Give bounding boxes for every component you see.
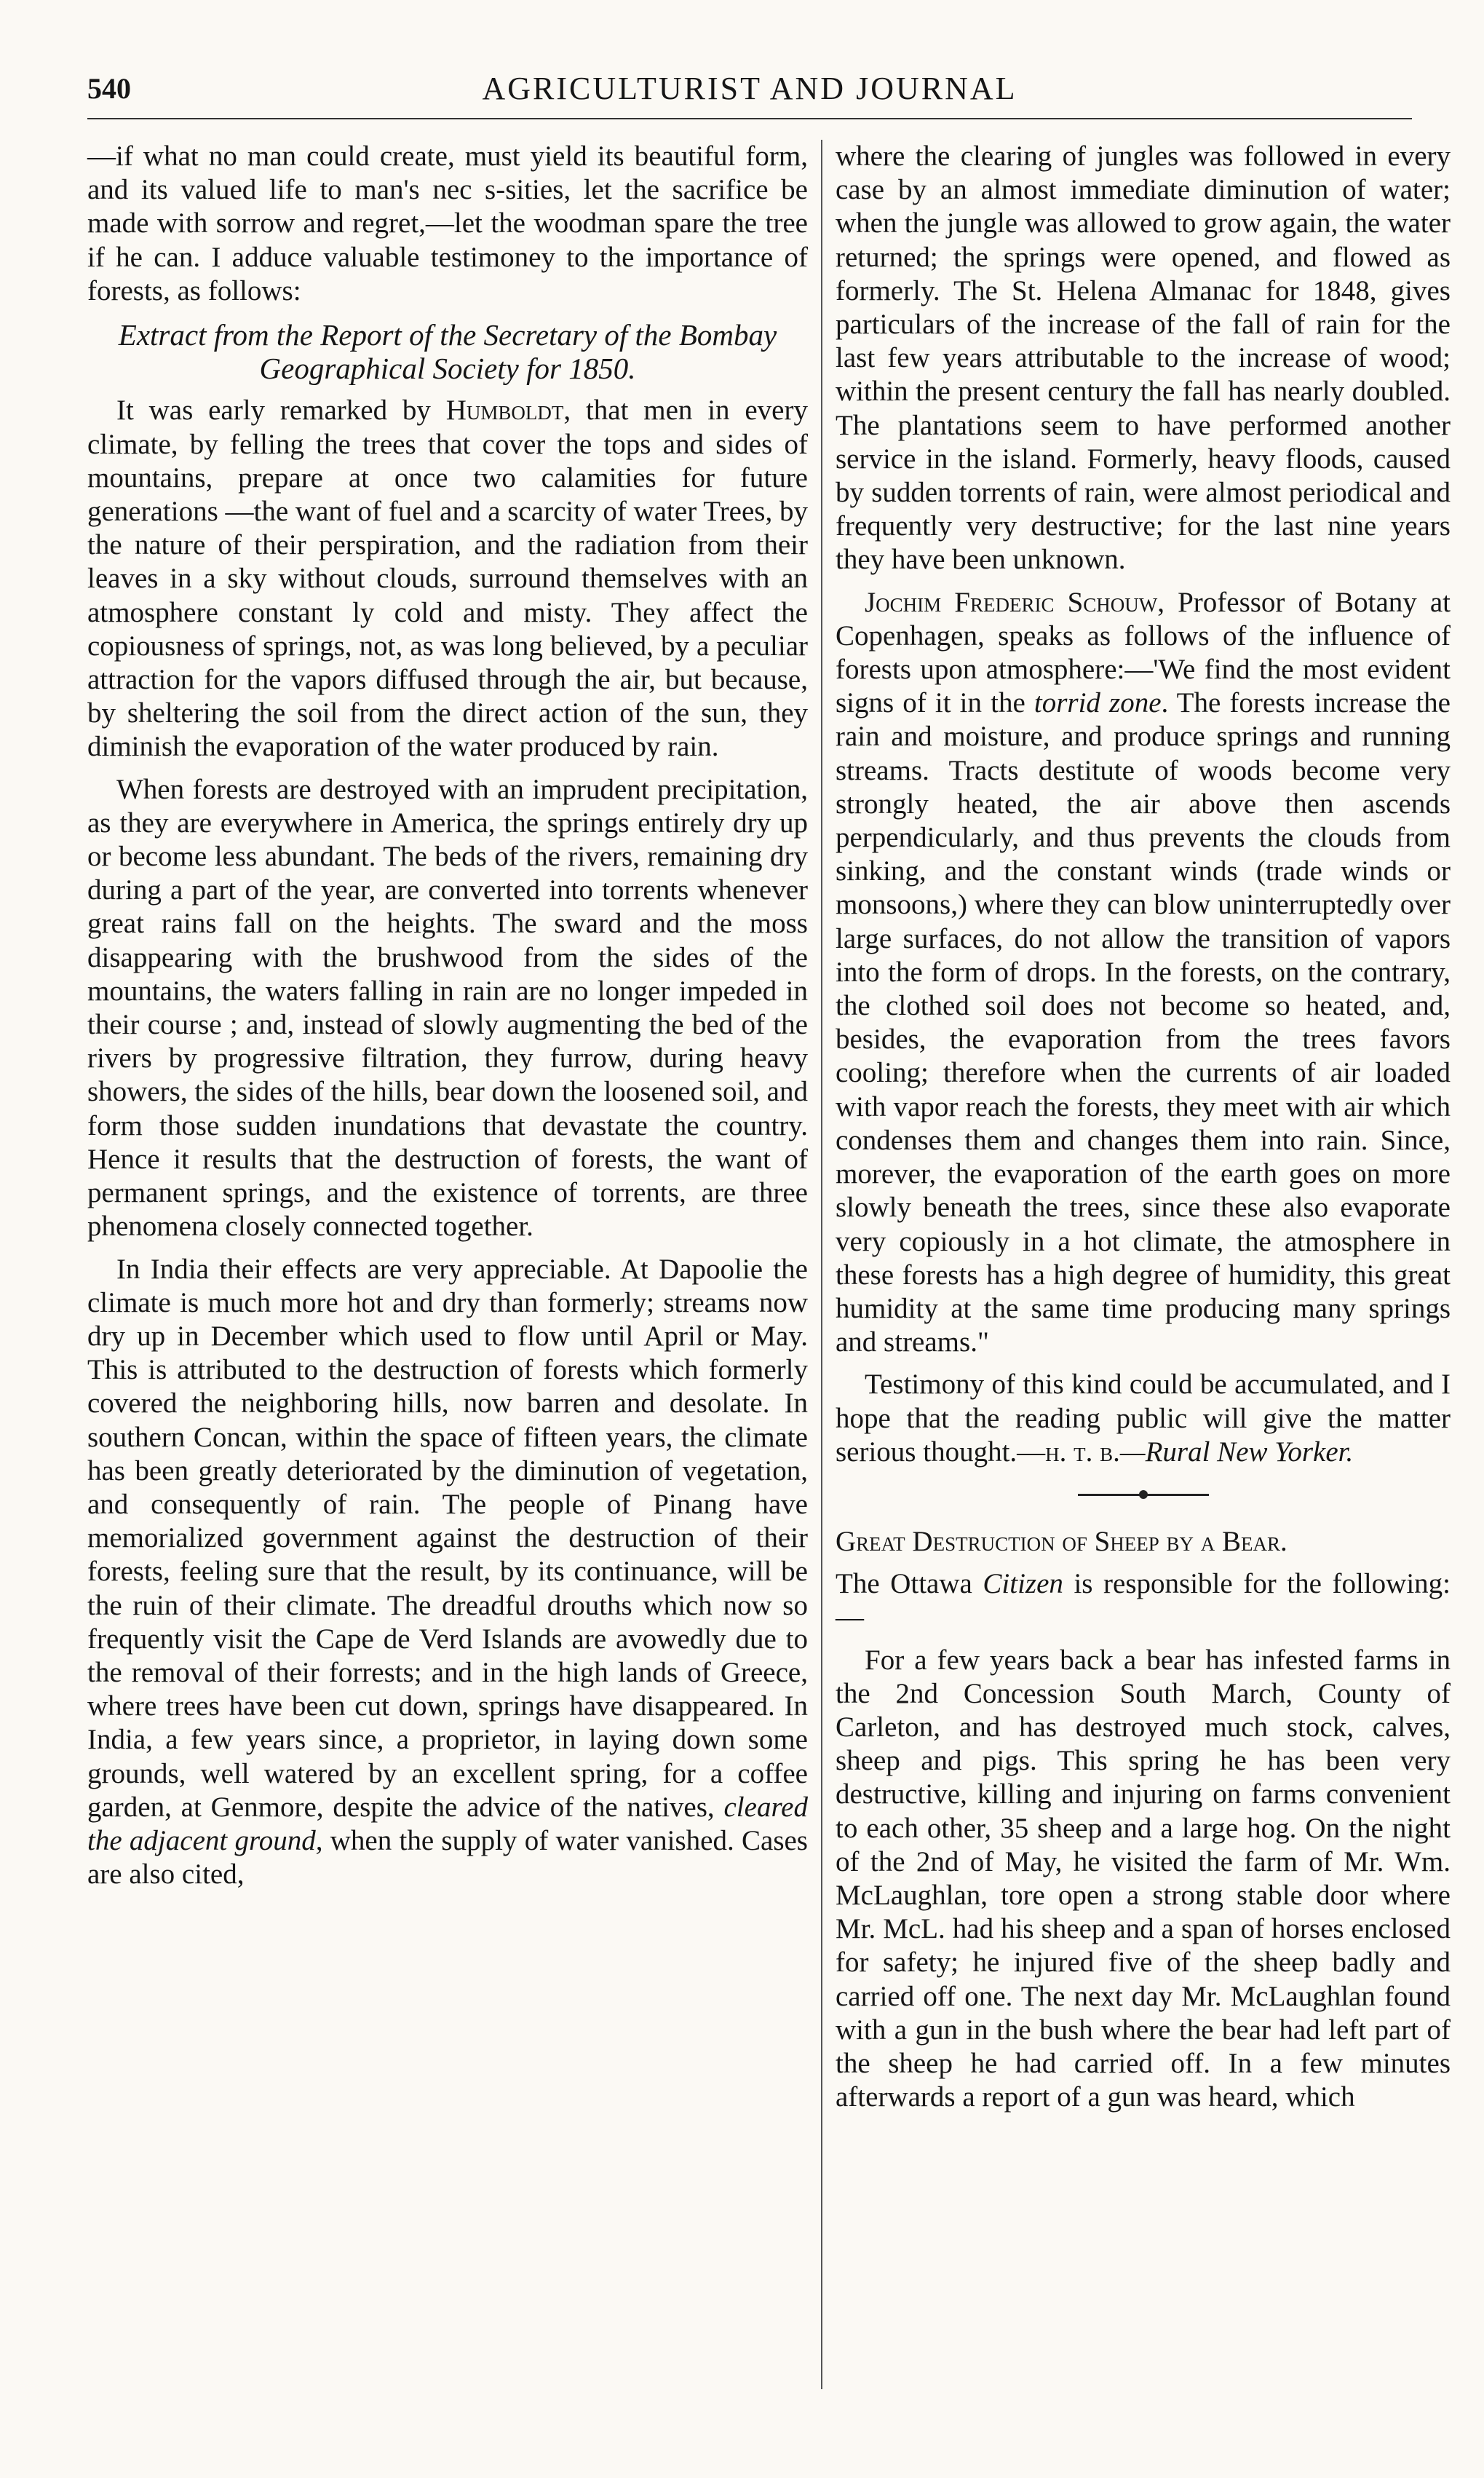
left-paragraph-1: —if what no man could create, must yield its beautiful form, and its valued life to man's nec s-sities, let the sacrifice be made with sorrow and regret,—let the woodman spare the tree if he can. I adduce valuable testimoney to the importance of forests, as follows: — [87, 140, 808, 306]
body-text: In India their effects are very appreciable. At Dapoolie the climate is much more hot and dry than formerly; streams now dry up in December which used to flow until April or May. This is attributed to the destruction of forests which formerly covered the neighboring hills, now barren and desolate. In southern Concan, within the space of fifteen years, the climate has been greatly deteriorated by the diminution of vegetation, and consequently of rain. The people of Pinang have memorialized government against the destruction of their forests, feeling sure that the result, by its continuance, will be the ruin of their climate. The dreadful drouths which now so frequently visit the Cape de Verd Islands are avowedly due to the removal of their forrests; and in the high lands of Greece, where trees have been cut down, springs have disappeared. In India, a few years since, a proprietor, in laying down some grounds, well watered by an excellent spring, for a coffee garden, at Genmore, despite the advice of the natives, — [87, 1253, 808, 1823]
section-separator — [1078, 1494, 1209, 1496]
signature: h. t. b. — [1045, 1436, 1120, 1468]
body-text: . The forests increase the rain and moisture, and produce springs and running streams. Tracts destitute of woods become very strongly heated, the air above then ascends perpendicularly, and thus prevents the clouds from sinking, and the constant winds (trade winds or monsoons,) where they can blow uninterruptedly over large surfaces, do not allow the transition of vapors into the form of drops. In the forests, on the contrary, the clothed soil does not become so heated, and, besides, the evaporation from the trees favors cooling; therefore when the currents of air loaded with vapor reach the forests, they meet with air which condenses them and changes them into rain. Since, morever, the evaporation of the earth goes on more slowly beneath the trees, since these also evaporate very copiously in a hot climate, the atmosphere in these forests has a high degree of humidity, this great humidity at the same time producing many springs and streams." — [836, 687, 1451, 1358]
lead-text: It was early remarked by — [116, 395, 446, 427]
emphasis-text: cleared the adjacent ground, — [87, 1791, 808, 1856]
running-title: AGRICULTURIST AND JOURNAL — [482, 71, 1017, 106]
column-divider — [821, 140, 822, 2389]
page-number: 540 — [87, 72, 131, 105]
page-header — [87, 67, 1412, 119]
left-paragraph-3: When forests are destroyed with an imprudent precipitation, as they are everywhere in America, the springs entirely dry up or become less abundant. The beds of the rivers, remaining dry during a part of the year, are converted into torrents whenever great rains fall on the heights. The sward and the moss disappearing with the brushwood from the sides of the mountains, the waters falling in rain are no longer impeded in their course ; and, instead of slowly augmenting the bed of the rivers by progressive filtration, they furrow, during heavy showers, the sides of the hills, bear down the loosened soil, and form those sudden inundations that devastate the country. Hence it results that the destruction of forests, the want of permanent springs, and the existence of torrents, are three phenomena closely connected together. — [87, 773, 808, 1243]
emphasis-text: torrid zone — [1033, 687, 1162, 719]
body-text: when the supply of water vanished. Cases are also cited, — [87, 1824, 808, 1891]
author-name: Jochim Frederic Schouw — [865, 586, 1158, 618]
body-text: The Ottawa — [836, 1568, 983, 1600]
right-paragraph-2 — [836, 586, 1451, 1360]
body-text: , Professor of Botany at Copenhagen, speaks as follows of the influence of forests upon atmosphere:—'We find the most evident signs of it in the — [836, 586, 1451, 719]
body-text: Testimony of this kind could be accumulated, and I hope that the reading public will give the matter serious thought.— — [836, 1369, 1451, 1468]
right-paragraph-1: where the clearing of jungles was followed in every case by an almost immediate diminution of water; when the jungle was allowed to grow again, the water returned; the springs were opened, and flowed as formerly. The St. Helena Almanac for 1848, gives particulars of the increase of the fall of rain for the last few years attributable to the increase of wood; within the present century the fall has nearly doubled. The plantations seem to have performed another service in the island. Formerly, heavy floods, caused by sudden torrents of rain, were almost periodical and frequently very destructive; for the last nine years they have been unknown. — [836, 140, 1451, 576]
left-column — [87, 140, 808, 1900]
body-text: is responsible for the following:— — [836, 1568, 1451, 1634]
newspaper-name: Citizen — [983, 1568, 1063, 1600]
right-paragraph-3 — [836, 1368, 1451, 1469]
right-column — [836, 140, 1451, 2123]
article-title: Great Destruction of Sheep by a Bear. — [836, 1525, 1287, 1557]
left-paragraph-4 — [87, 1253, 808, 1892]
author-name: Humboldt — [445, 395, 564, 427]
left-paragraph-2 — [87, 394, 808, 764]
article-intro — [836, 1567, 1451, 1634]
source-credit: —Rural New Yorker. — [1119, 1436, 1354, 1468]
extract-heading: Extract from the Report of the Secretary of the Bombay Geographical Society for 1850. — [118, 318, 777, 386]
article-body: For a few years back a bear has infested farms in the 2nd Concession South March, County of Carleton, and has destroyed much stock, calves, sheep and pigs. This spring he has been very destructive, killing and injuring on farms convenient to each other, 35 sheep and a large hog. On the night of the 2nd of May, he visited the farm of Mr. Wm. McLaughlan, tore open a strong stable door where Mr. McL. had his sheep and a span of horses enclosed for safety; he injured five of the sheep badly and carried off one. The next day Mr. McLaughlan found with a gun in the bush where the bear had left part of the sheep he had carried off. In a few minutes afterwards a report of a gun was heard, which — [836, 1644, 1451, 2113]
body-text: , that men in every climate, by felling the trees that cover the tops and sides of mountains, prepare at once two calamities for future generations —the want of fuel and a scarcity of water Trees, by the nature of their perspiration, and the radiation from their leaves in a sky without clouds, surround themselves with an atmosphere constant ly cold and misty. They affect the copiousness of springs, not, as was long believed, by a peculiar attraction for the vapors diffused through the air, but because, by sheltering the soil from the direct action of the sun, they diminish the evaporation of the water produced by rain. — [87, 395, 808, 763]
